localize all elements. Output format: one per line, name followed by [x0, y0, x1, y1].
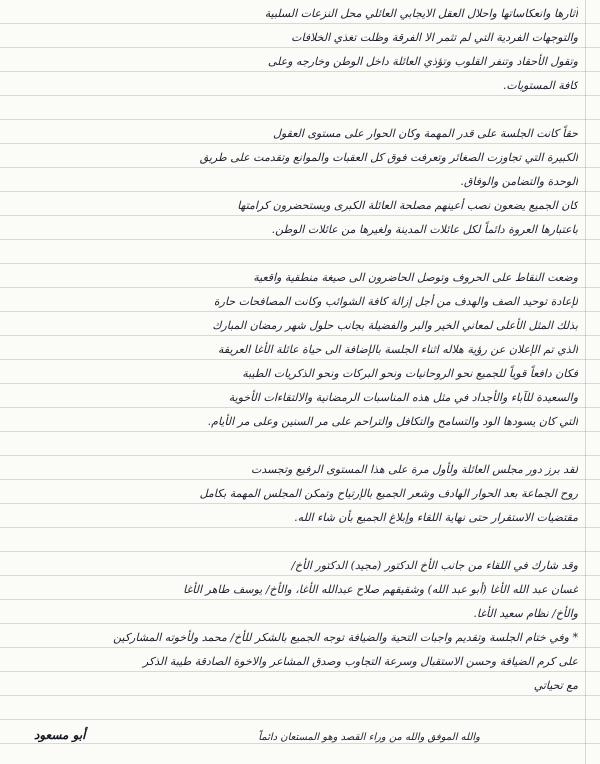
text-line: الكبيرة التي تجاوزت الصغائر وتعرفت فوق كل العقبات والموانع وتقدمت على طريق — [199, 151, 578, 164]
text-line: بذلك المثل الأعلى لمعاني الخير والبر والفضيلة بجانب حلول شهر رمضان المبارك — [212, 319, 578, 332]
text-line: والسعيدة للآباء والأجداد في مثل هذه المناسبات الرمضانية والالتقاءات الأخوية — [228, 391, 578, 404]
text-line: الوحدة والتضامن والوفاق. — [460, 175, 578, 188]
closing-line: والله الموفق والله من وراء القصد وهو المستعان دائماً — [258, 732, 480, 743]
text-line: على كرم الضيافة وحسن الاستقبال وسرعة التجاوب وصدق المشاعر والاخوة الصادقة طيبة الذكر — [142, 655, 578, 668]
text-line: كافة المستويات. — [502, 79, 578, 92]
text-line: وتقول الأحقاد وتنفر القلوب وتؤذي العائلة داخل الوطن وخارجه وعلى — [267, 55, 578, 68]
text-line: والتوجهات الفردية التي لم تثمر الا الفرقة وظلت تغذي الخلافات — [291, 31, 578, 44]
paragraph-5 — [6, 554, 578, 698]
text-line: التي كان يسودها الود والتسامح والتكافل والتراحم على مر السنين وعلى مر الأيام. — [207, 415, 578, 428]
text-line: مقتضيات الاستقرار حتى نهاية اللقاء وإبلاغ الجميع بأن شاء الله. — [294, 511, 578, 524]
page-margin-line — [585, 0, 586, 764]
paragraph-3 — [6, 266, 578, 434]
text-line: مع تحياتي — [533, 679, 578, 692]
paragraph-2 — [6, 122, 578, 242]
text-line: غسان عبد الله الأغا (أبو عبد الله) وشقيقهم صلاح عبدالله الأغا، والأخ/ يوسف طاهر الأغا — [183, 583, 578, 596]
letter-footer — [0, 728, 600, 758]
paragraph-1 — [6, 2, 578, 98]
text-line: وضعت النقاط على الحروف وتوصل الحاضرون الى صيغة منطقية واقعية — [253, 271, 578, 284]
text-line: روح الجماعة بعد الحوار الهادف وشعر الجميع بالإرتياح وتمكن المجلس المهمة بكامل — [199, 487, 578, 500]
text-line: آثارها وانعكاساتها واحلال العقل الايجابي العائلي محل النزعات السلبية — [264, 7, 578, 20]
text-line: فكان دافعاً قوياً للجميع نحو الروحانيات ونحو البركات ونحو الذكريات الطيبة — [242, 367, 578, 380]
text-line: باعتبارها العروة دائماً لكل عائلات المدينة ولغيرها من عائلات الوطن. — [271, 223, 578, 236]
signature: أبو مسعود — [34, 728, 86, 742]
text-line: وقد شارك في اللقاء من جانب الأخ الدكتور (مجيد) الدكتور الأخ/ — [291, 559, 578, 572]
text-line: حقاً كانت الجلسة على قدر المهمة وكان الحوار على مستوى العقول — [273, 127, 578, 140]
letter-body — [6, 2, 578, 698]
text-line: لقد برز دور مجلس العائلة ولأول مرة على هذا المستوى الرفيع وتجسدت — [250, 463, 578, 476]
text-line: والأخ/ نظام سعيد الأغا. — [473, 607, 578, 620]
text-line: الذي تم الإعلان عن رؤية هلاله اثناء الجلسة بالإضافة الى حياة عائلة الأغا العريقة — [217, 343, 578, 356]
text-line: كان الجميع يضعون نصب أعينهم مصلحة العائلة الكبرى ويستحضرون كرامتها — [237, 199, 578, 212]
text-line: لإعادة توحيد الصف والهدف من أجل إزالة كافة الشوائب وكانت المصافحات حارة — [213, 295, 578, 308]
text-line: * وفي ختام الجلسة وتقديم واجبات التحية والضيافة توجه الجميع بالشكر للأخ/ محمد ولأخوته المشاركين — [113, 631, 578, 644]
paragraph-4 — [6, 458, 578, 530]
